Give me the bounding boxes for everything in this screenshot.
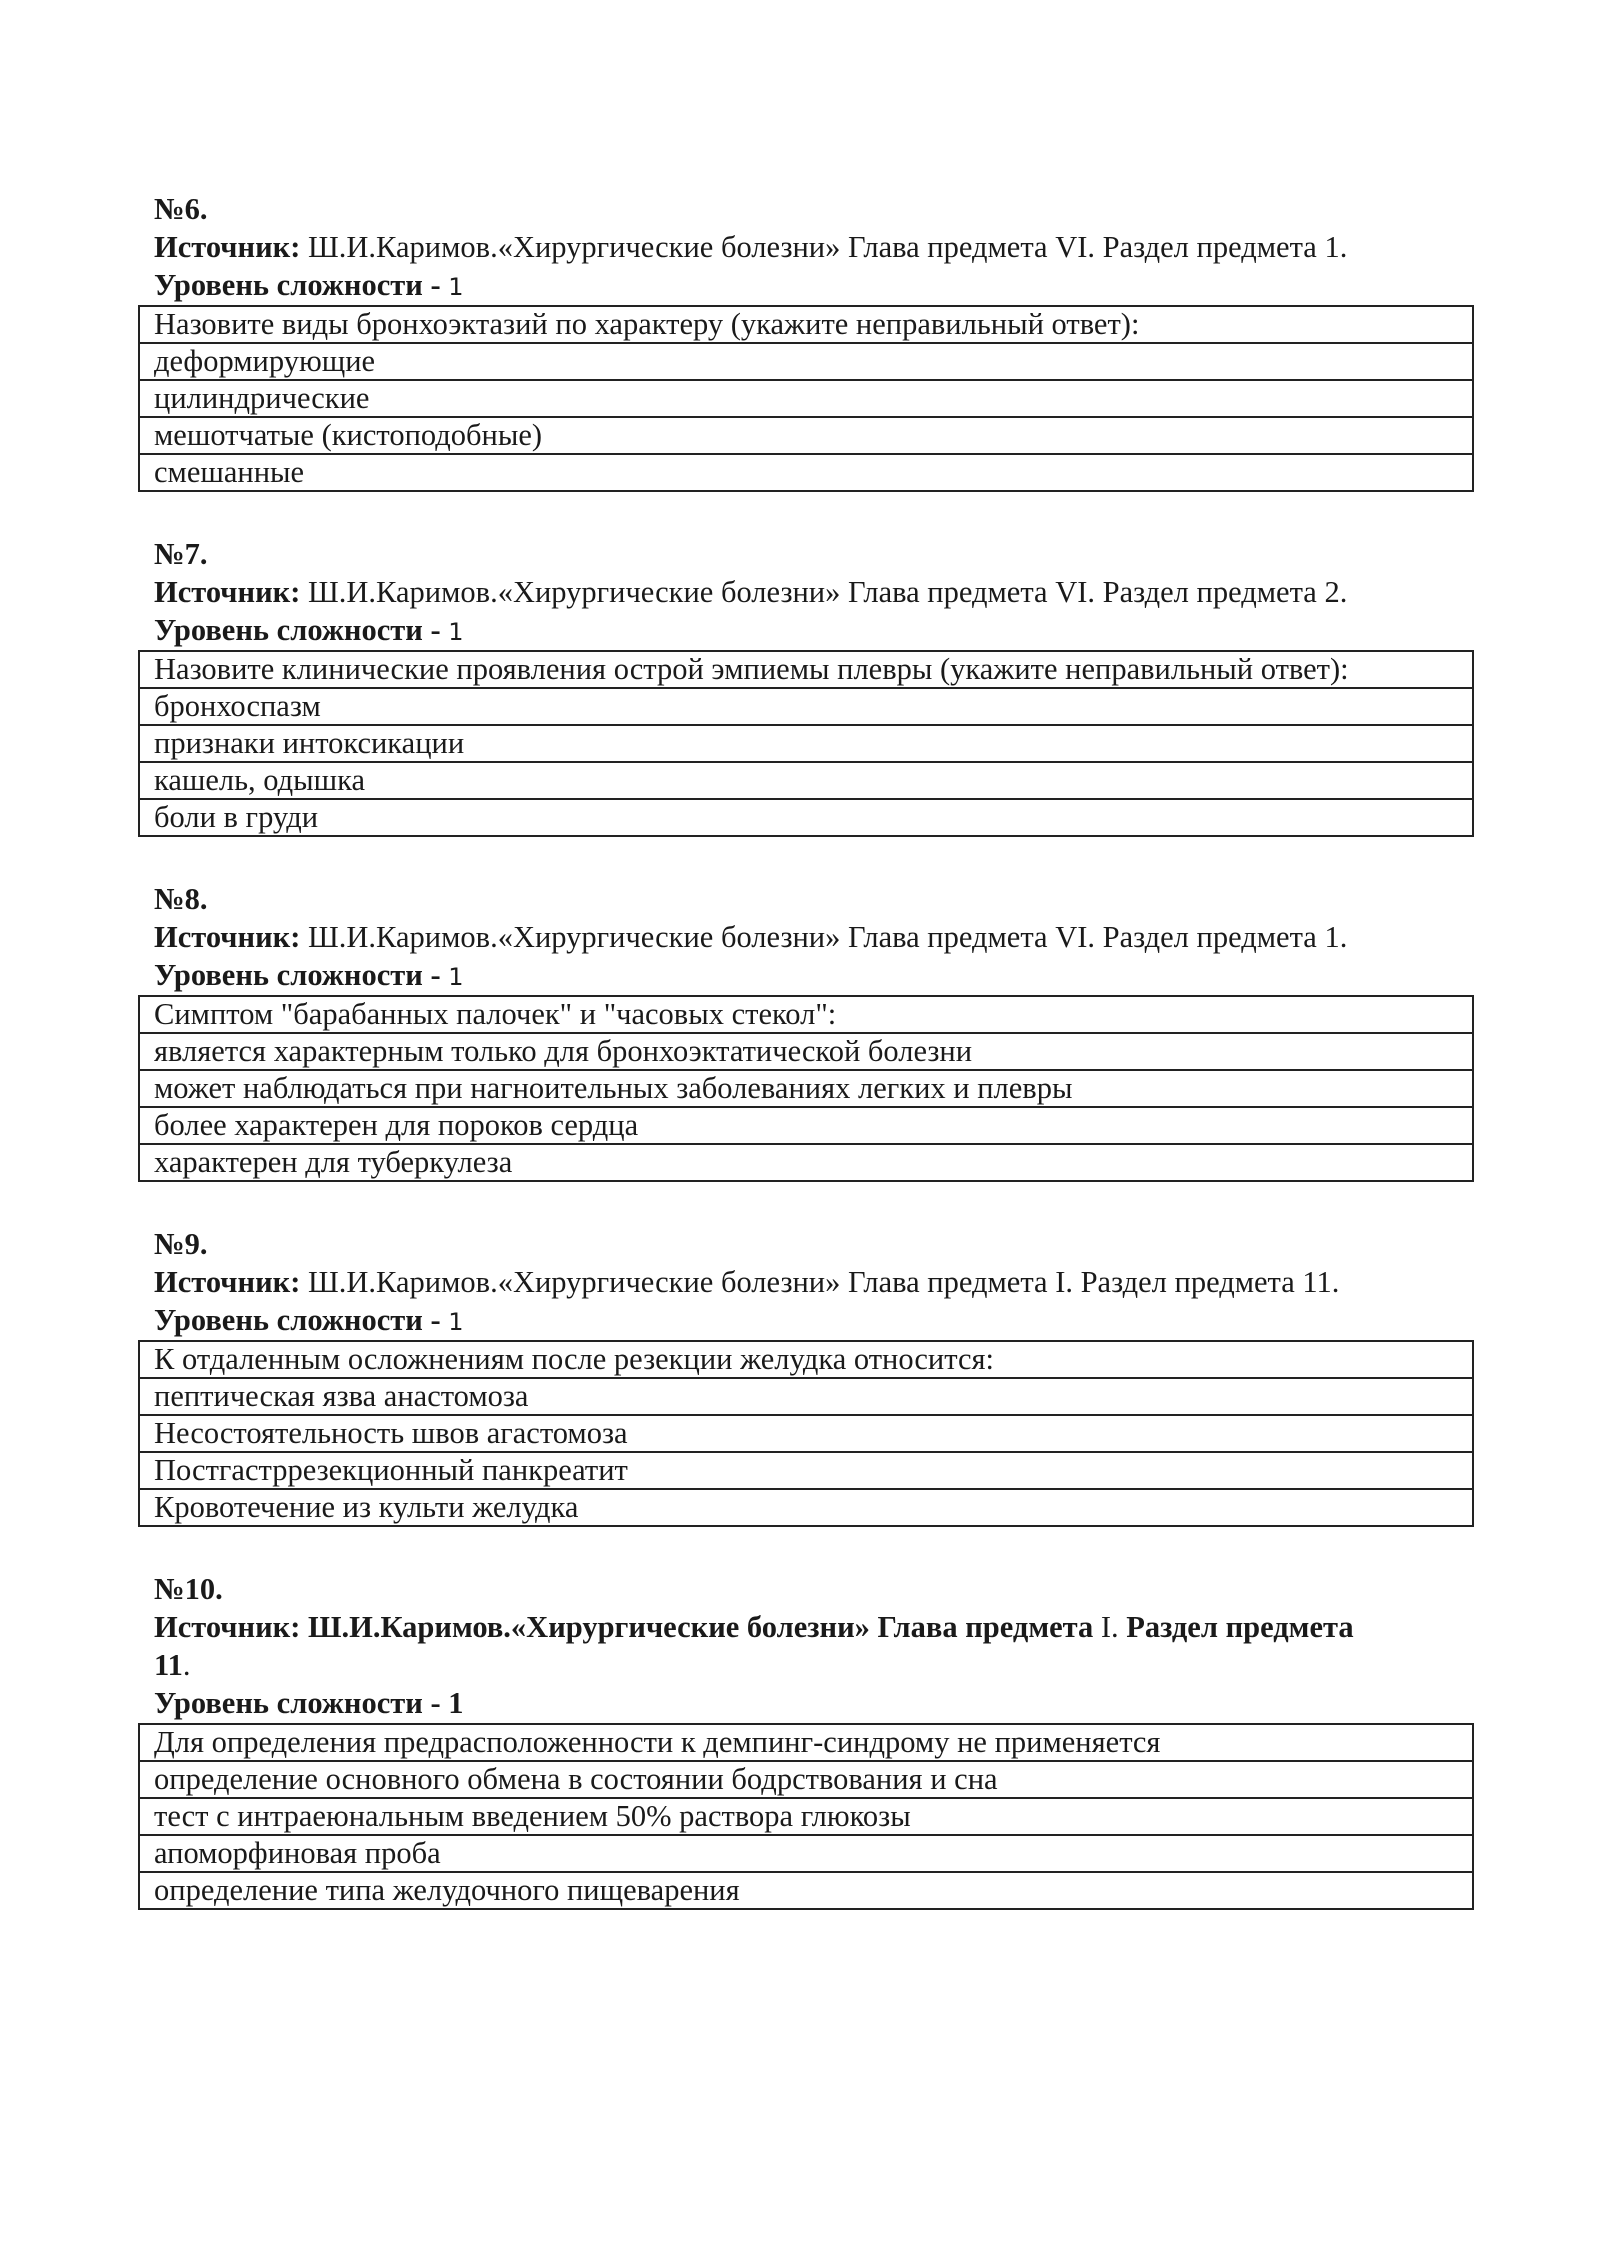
answer-text: деформирующие [139,343,1473,380]
answer-row [139,380,1473,417]
source-line [138,573,1474,611]
answer-text: смешанные [139,454,1473,491]
question-number: №9. [154,1227,208,1261]
source-label: Источник: [154,230,301,264]
difficulty-value: 1 [448,1308,464,1336]
answer-text: тест с интраеюнальным введением 50% раствора глюкозы [139,1798,1473,1835]
source-text: Ш.И.Каримов.«Хирургические болезни» Глава предмета I. Раздел предмета 11. [300,1265,1340,1299]
answer-text: признаки интоксикации [139,725,1473,762]
answer-text: Постгастррезекционный панкреатит [139,1452,1473,1489]
difficulty-value: 1 [448,618,464,646]
difficulty-line [138,1301,1474,1339]
difficulty-line [138,266,1474,304]
source-text: Ш.И.Каримов.«Хирургические болезни» Глава предмета VI. Раздел предмета 2. [300,575,1348,609]
source-line [138,918,1474,956]
answer-row [139,343,1473,380]
answer-text: цилиндрические [139,380,1473,417]
question-table [138,1340,1474,1527]
answer-row [139,1415,1473,1452]
source-line [138,228,1474,266]
question-block-9 [138,1225,1474,1527]
difficulty-value: 1 [448,963,464,991]
question-number: №7. [154,537,208,571]
answer-row [139,1070,1473,1107]
difficulty-line [138,611,1474,649]
answer-row [139,688,1473,725]
answer-row [139,1378,1473,1415]
answer-text: кашель, одышка [139,762,1473,799]
difficulty-value: 1 [448,1686,464,1720]
answer-text: Кровотечение из культи желудка [139,1489,1473,1526]
answer-text: более характерен для пороков сердца [139,1107,1473,1144]
source-text: Источник: Ш.И.Каримов.«Хирургические болезни» Глава предмета [154,1610,1101,1644]
difficulty-label: Уровень сложности - [154,268,449,302]
answer-row [139,1761,1473,1798]
answer-row [139,1798,1473,1835]
answer-row [139,417,1473,454]
question-table [138,995,1474,1182]
answer-text: бронхоспазм [139,688,1473,725]
answer-row [139,725,1473,762]
source-line [138,1263,1474,1301]
source-label: Источник: [154,1265,301,1299]
answer-text: Несостоятельность швов агастомоза [139,1415,1473,1452]
answer-text: боли в груди [139,799,1473,836]
difficulty-label: Уровень сложности - [154,1303,449,1337]
question-block-6 [138,190,1474,492]
question-table [138,650,1474,837]
question-table [138,1723,1474,1910]
answer-text: определение типа желудочного пищеварения [139,1872,1473,1909]
question-row [139,306,1473,343]
difficulty-value: 1 [448,273,464,301]
answer-row [139,1452,1473,1489]
source-section-label: Раздел предмета [1126,1610,1354,1644]
question-text: Симптом "барабанных палочек" и "часовых стекол": [139,996,1473,1033]
difficulty-label: Уровень сложности - [154,958,449,992]
question-row [139,996,1473,1033]
question-number: №6. [154,192,208,226]
answer-text: мешотчатые (кистоподобные) [139,417,1473,454]
source-section-number: 11 [154,1648,183,1682]
answer-row [139,1107,1473,1144]
question-number: №8. [154,882,208,916]
source-text: Ш.И.Каримов.«Хирургические болезни» Глава предмета VI. Раздел предмета 1. [300,230,1348,264]
answer-text: пептическая язва анастомоза [139,1378,1473,1415]
difficulty-label: Уровень сложности - [154,613,449,647]
answer-text: является характерным только для бронхоэктатической болезни [139,1033,1473,1070]
question-block-8 [138,880,1474,1182]
source-label: Источник: [154,575,301,609]
question-block-7 [138,535,1474,837]
answer-text: определение основного обмена в состоянии бодрствования и сна [139,1761,1473,1798]
question-number: №10. [154,1572,223,1606]
answer-row [139,1489,1473,1526]
answer-row [139,1144,1473,1181]
question-row [139,651,1473,688]
answer-row [139,762,1473,799]
question-row [139,1724,1473,1761]
question-text: Назовите виды бронхоэктазий по характеру (укажите неправильный ответ): [139,306,1473,343]
question-table [138,305,1474,492]
question-row [139,1341,1473,1378]
difficulty-label: Уровень сложности - [154,1686,449,1720]
answer-row [139,454,1473,491]
source-text: Ш.И.Каримов.«Хирургические болезни» Глава предмета VI. Раздел предмета 1. [300,920,1348,954]
answer-row [139,1872,1473,1909]
answer-row [139,1033,1473,1070]
answer-row [139,1835,1473,1872]
question-text: К отдаленным осложнениям после резекции желудка относится: [139,1341,1473,1378]
question-block-10 [138,1570,1474,1910]
difficulty-line [138,1684,1474,1722]
answer-text: может наблюдаться при нагноительных заболеваниях легких и плевры [139,1070,1473,1107]
source-label: Источник: [154,920,301,954]
question-text: Назовите клинические проявления острой эмпиемы плевры (укажите неправильный ответ): [139,651,1473,688]
source-period: . [182,1648,191,1682]
source-chapter: I. [1100,1610,1127,1644]
answer-text: апоморфиновая проба [139,1835,1473,1872]
answer-text: характерен для туберкулеза [139,1144,1473,1181]
answer-row [139,799,1473,836]
source-line [138,1608,1474,1684]
question-text: Для определения предрасположенности к демпинг-синдрому не применяется [139,1724,1473,1761]
difficulty-line [138,956,1474,994]
